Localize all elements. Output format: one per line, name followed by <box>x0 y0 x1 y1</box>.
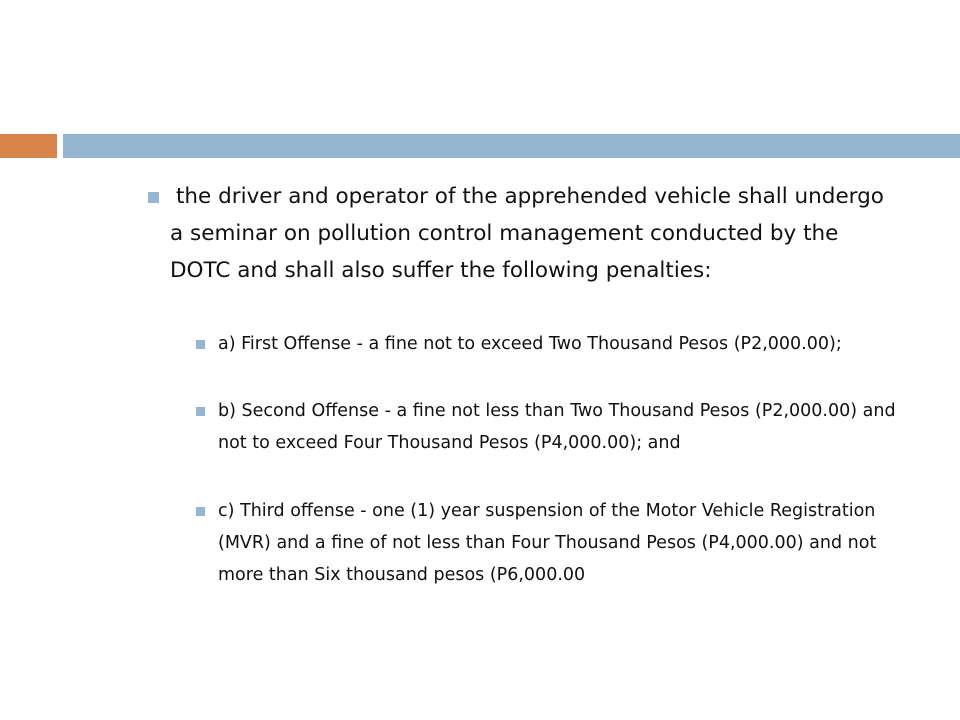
main-bullet-text: the driver and operator of the apprehended vehicle shall undergo a seminar on pollution control management conducted by the DOTC and shall also suffer the following penalties: <box>170 184 884 283</box>
penalty-third-offense: c) Third offense - one (1) year suspension of the Motor Vehicle Registration (MVR) and a fine of not less than Four Thousand Pesos (P4,000.00) and not more than Six thousand pesos (P6,000.00 <box>218 501 877 585</box>
square-bullet-icon <box>196 407 205 416</box>
penalty-second-offense: b) Second Offense - a fine not less than Two Thousand Pesos (P2,000.00) and not to exceed Four Thousand Pesos (P4,000.00); and <box>218 401 896 453</box>
square-bullet-icon <box>196 340 205 349</box>
square-bullet-icon <box>148 192 159 203</box>
penalty-first-offense: a) First Offense - a fine not to exceed Two Thousand Pesos (P2,000.00); <box>218 334 842 354</box>
square-bullet-icon <box>196 507 205 516</box>
